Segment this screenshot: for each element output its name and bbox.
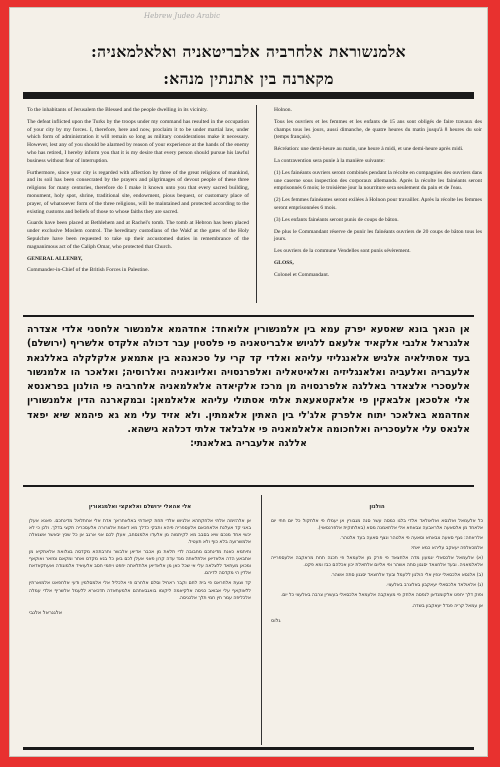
translation-paragraph: אלמכאלפה יעאקב עליהא כמא יאתי: <box>410 545 483 551</box>
french-paragraph: Récréation: une demi-heure au matin, une heure à midi, et une demi-heure après midi. <box>274 146 464 153</box>
french-signature-name: GLOSS, <box>274 259 294 266</box>
column-divider <box>256 105 257 303</box>
translation-paragraph: (ג) אלאולאד אלכסאלי יעאקבון באלצרב באלעצי. <box>386 583 483 589</box>
bottom-rule <box>23 747 474 750</box>
translation-paragraph: כל אלעמאל ואלנסא ואלאולאד אלדי בלגו כמסה עשר סנה מגבורין אן יעמלו פי אלחקול כל יום חתי יום אלאחד מן אלסאעה אלראבעה צבאחא אלי אלתאמנה מסא (באלתוקית אלפרנסאוי). <box>271 518 483 531</box>
english-paragraph: Guards have been placed at Bethlehem and at Rachel's tomb. The tomb at Hebron has been placed under exclusive Moslem control. The hereditary custodians of the Wakf at the gates of the Holy Sepulchre have been requested to take up their accustomed duties in remembrance of the magnanimous act of the Caliph Omar, who protected that Church. <box>27 220 249 250</box>
french-proclamation <box>274 107 482 284</box>
translation-paragraph: אלראחה: נצף סאעה צבאחא וסאעה פי אלטהר ונצף סאעה בעד אלטהר. <box>339 535 483 541</box>
french-heading: Holnon. <box>274 107 292 113</box>
english-heading: To the inhabitants of Jerusalem the Blessed and the people dwelling in its vicinity. <box>27 107 208 113</box>
english-proclamation <box>27 107 249 279</box>
middle-rule <box>23 315 474 317</box>
judeo-arabic-intro <box>27 323 470 452</box>
french-signature-title: Colonel et Commandant. <box>274 271 330 278</box>
french-paragraph: De plus le Commandant réserve de punir les fainéants ouvriers de 20 coups de bâton tous les jours. <box>274 228 482 243</box>
lower-rule <box>23 485 474 487</box>
french-paragraph: La contravention sera punie à la manière suivante: <box>274 157 385 164</box>
intro-closing-line: אללגה אלעבריה באלאנתי: <box>190 438 307 450</box>
translation-heading: אלי אהאלי ירושלם ואלאקצי ואלמגאורין <box>88 504 192 510</box>
translation-paragraph: (ב) אלנסא אלכסאלי ינפין אלי הולנון ללעמל ובעד אלחצאד יסגנון סתה אשהר. <box>330 573 483 579</box>
translation-paragraph: קד וצעת אלחראס פי בית לחם וקבר ראחיל וסלם אלחרם פי אלכליל אלי אלמסלמין ודעי אלחפאט אלמוארתין ללאוקאף עלי אבואב כניסה אלקיאמה ליקומו בואגבאתהם אלמעתאדה תדכארא ללעמל אלשריף אלדי עמלה אלכליפה עמר חין חמי תלך אלכניסה. <box>29 581 251 601</box>
title-line-1: אלמנשוראת אלחרביה אלבריטאניה ואלאלמאניה: <box>91 42 406 61</box>
top-rule <box>23 92 474 99</box>
french-paragraph: (1) Les fainéants ouvriers seront combinés pendant la récolte en compagnies des ouvriers dans une caserne sous inspection des corporaux allemands. Après la récolte les fainéants seront emprisonnés 6 mois; le troisième jour la nourriture sera seulement du pain et de l'eau. <box>274 169 482 192</box>
french-paragraph: (2) Les femmes fainéantes seront exilées à Holnon pour travailler. Après la récolte les femmes seront emprisonnées 6 mois. <box>274 197 482 211</box>
intro-paragraph: אן הנאך בונא שאסעא יפרק עמא בין אלמנשורין אלואחד: אחדהמא אלמנשור אלחסני אלדי אצדרה אלגנראל אלנבי אלקאיד אלעאם ללגיוש אלבריטאניה פי פלסטין עבר דכולה אלקדס אלשריף (ירושלם) בעד אסתילאיה אלגיש אלאנגליזי עליהא ואלדי קד קרי על סכאנהא בין אתמאע אלקלקלה באללגאת אלעבריה ואלעביה ואלאנגליזיה ואלאיטאליה ואלפרנסויה ואליונאניה ואלרוסיה; ואלאכר הו אלמנשור אלעסכרי אלצאדר באללגה אלפרנסויה מן מרכז אלקיאדה אלאלמאניה אלחרביה פי הולנון בפראנסא אלי אלסכאן אלבאקין פי אלאקטאעאת אלתי אסתולי עליהא אלאלמאן: ובמקארנה הדין אלמנשורין אחדהמא באלאכר יתוח אלפרק אלג'לי בין האתין אלאמתין. ולא אזיד עלי מא גא פיהמא שיא יפאד אלנאס עלי אלעסכריה ואלחכומה אלאלמאניה פי אלבלאד אלתי דכלהא גישהא. <box>27 324 470 436</box>
translation-paragraph: אן עמאל קריה פנדל יעאקבון בשדה. <box>411 603 483 609</box>
english-signature-name: GENERAL ALLENBY, <box>27 255 83 262</box>
poster <box>9 7 488 757</box>
translation-paragraph: ופוק דלך יחפט אלקומנדאן לנפסה אלחק פי מעאקבה אלעמאל אלכסאלי בעשרין צרבה באלעצי כל יום. <box>280 593 483 599</box>
english-paragraph: The defeat inflicted upon the Turks by the troops under my command has resulted in the occupation of your city by my forces. I, therefore, here and now, proclaim it to be under martial law, under which form of administration it will remain so long as military considerations make it necessary. However, lest any of you should be alarmed by reason of your experience at the hands of the enemy who has retired, I hereby inform you that it is my desire that every person should pursue his lawful business without fear of interruption. <box>27 118 249 164</box>
lower-column-divider <box>261 495 262 745</box>
english-paragraph: Furthermore, since your city is regarded with affection by three of the great religions of mankind, and its soil has been consecrated by the prayers and pilgrimages of devout people of these three religions for many centuries, therefore do I make it known unto you that every sacred building, monument, holy spot, shrine, traditional site, endowment, pious bequest, or customary place of prayer, of whatsoever form of the three religions, will be maintained and protected according to the existing customs and beliefs of those to whose faiths they are sacred. <box>27 169 249 215</box>
french-paragraph: Tous les ouvriers et les femmes et les enfants de 15 ans sont obligés de faire travaux des champs tous les jours, aussi dimanche, de quatre heures du matin jusqu'à 8 heures du soir (temps français). <box>274 118 482 141</box>
translation-paragraph: וחיתמא כאנת מדינתכם מחבובה לדי תלאת מן אכבר אדיאן אלבשר ותרבתהא מקדסה בצלואת אלאתקיא מן אתבאע הדה אלאדיאן אלתלאתה מנד עדה קרון פאני אעלן לכם באן כל בנא מקדס ואתר ומקאם ומזאר ואוקאף ומכאן מעתאד ללצלאה עלי אי שכל כאן מן אלאדיאן אלתלאתה יחפט ויחמי חסב אלעואיד אלמוגודה ואעתקאדאת אלדין הי מקדסה לדיהם. <box>29 549 251 577</box>
translation-signature: אלגנראל אלנבי <box>29 609 63 616</box>
translation-heading: הולנון <box>369 504 385 510</box>
translation-signature: גלוס <box>271 617 281 624</box>
judeo-arabic-allenby-translation <box>29 503 251 617</box>
title-line-2: מקארנה בין אתנתין מנהא: <box>163 69 334 88</box>
translation-paragraph: (א) אלעמאל אלכסאלי יגמעון מדה אלחצאד פי פרק מן אלעמאל פי תכנה תחת מראקבה אלעספרייה אלאלמאניה. ובעד אלחצאד יסגנון סתה אשהר ופי אליום אלתאלת יכון אכלהם כבז ומא פקט. <box>271 555 483 569</box>
french-paragraph: (3) Les enfants fainéants seront punis de coups de bâton. <box>274 216 399 223</box>
translation-paragraph: אן אלהזימה אלתי אלחקתהא אלגיוש אלדי תחת קיאדתי באלאתראך אדת אלי אחתלאל מדינתכם. פאנא אעלן באני קד אעלנת אלאחכאם אלעספריה פיהא ותבקי כדלך מא דאמת אלצרורה אלעסכריה תקצי בדלך. ולכן כי לא יכשי אחד מנכם שיא בסבב מא לקיתמוה מן אלעדו אלמנסחב, אעלן לכם אני ארגב אן כל שכץ יבאשר אשגאלה אלמשרועה בלא כוף ולא תעטיל. <box>29 518 251 545</box>
handwritten-annotation: Hebrew Judeo Arabic <box>144 12 221 20</box>
french-paragraph: Les ouvriers de la commune Vendelles sont punis sévèrement. <box>274 248 411 255</box>
english-signature-title: Commander-in-Chief of the British Forces in Palestine. <box>27 267 149 274</box>
judeo-arabic-holnon-translation <box>271 503 483 625</box>
